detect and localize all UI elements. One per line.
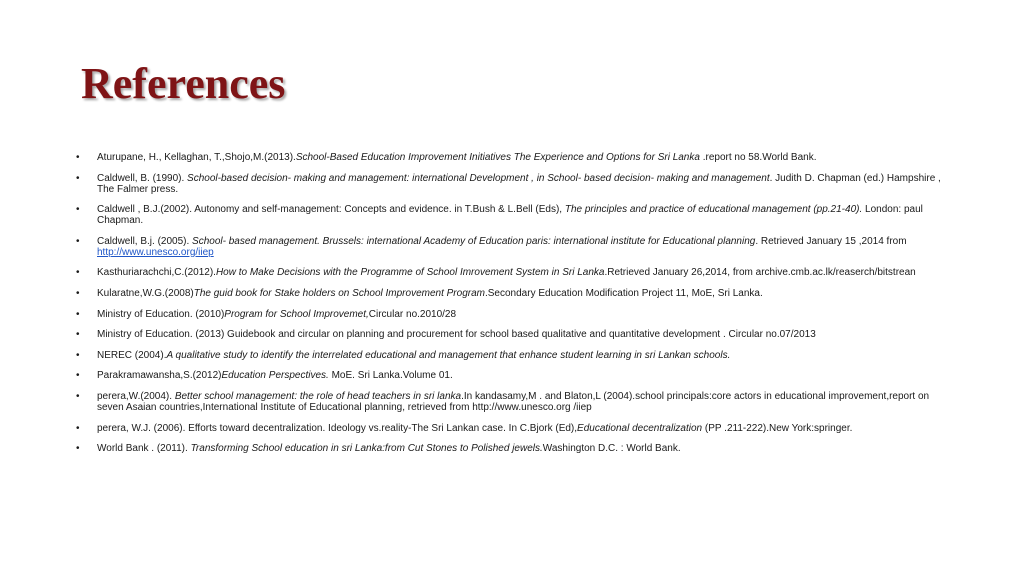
ref-text: (PP .211-222).New York:springer. (702, 422, 853, 434)
ref-italic: Educational decentralization (577, 422, 703, 434)
ref-text: NEREC (2004). (97, 349, 167, 361)
ref-text: Caldwell, B. (1990). (97, 172, 188, 184)
ref-text: Ministry of Education. (2013) Guidebook and circular on planning and procurement for school based qualitative and quantitative development . Circular no.07/2013 (97, 329, 816, 341)
ref-text: Washington D.C. : World Bank. (542, 443, 681, 455)
ref-italic: The principles and practice of educational management (pp.21-40). (564, 204, 863, 216)
reference-item (76, 370, 948, 381)
ref-italic: The guid book for Stake holders on School Improvement Program (193, 287, 485, 299)
ref-text: Caldwell , B.J.(2002). Autonomy and self-management: Concepts and evidence. in T.Bush & L.Bell (Eds), (97, 204, 565, 216)
ref-text: London: paul Chapman. (97, 204, 923, 227)
reference-item (76, 350, 948, 361)
ref-text: .In kandasamy,M . and Blaton,L (2004).school principals:core actors in educational improvement,report on seven Asaian countries,International Institute of Educational planning, retrieved from http://www.unesco.org /iiep (97, 390, 930, 413)
ref-italic: Education Perspectives. (221, 370, 329, 382)
ref-text: perera, W.J. (2006). Efforts toward decentralization. Ideology vs.reality-The Sri Lankan case. In C.Bjork (Ed), (97, 422, 578, 434)
ref-text: MoE. Sri Lanka.Volume 01. (328, 370, 453, 382)
ref-text: .report no 58.World Bank. (699, 152, 817, 163)
reference-item (76, 204, 948, 226)
ref-italic: Transforming School education in sri Lanka:from Cut Stones to Polished jewels. (190, 443, 543, 455)
reference-item (76, 391, 948, 413)
slide-title: References (81, 59, 286, 108)
ref-text: perera,W.(2004). (97, 390, 175, 402)
ref-text: . Retrieved January 15 ,2014 from (755, 235, 907, 247)
ref-italic: School- based management. Brussels: international Academy of Education paris: international institute for Educational planning (192, 235, 756, 247)
reference-item (76, 152, 948, 163)
ref-text: Aturupane, H., Kellaghan, T.,Shojo,M.(2013). (97, 152, 296, 163)
reference-item (76, 423, 948, 434)
reference-item (76, 288, 948, 299)
reference-item (76, 267, 948, 278)
ref-text: Kularatne,W.G.(2008) (97, 287, 194, 299)
ref-text: Caldwell, B.j. (2005). (97, 235, 193, 247)
ref-text: .Secondary Education Modification Project 11, MoE, Sri Lanka. (484, 287, 763, 299)
ref-text: Kasthuriarachchi,C.(2012). (97, 267, 216, 279)
reference-item (76, 236, 948, 258)
ref-italic: How to Make Decisions with the Programme of School Imrovement System in Sri Lanka (215, 267, 605, 279)
ref-italic: Better school management: the role of head teachers in sri lanka (174, 390, 462, 402)
reference-item (76, 173, 948, 195)
ref-text: . Judith D. Chapman (ed.) Hampshire , The Falmer press. (97, 172, 941, 195)
unesco-link[interactable]: http://www.unesco.org/iiep (97, 246, 214, 258)
reference-item (76, 329, 948, 340)
reference-list (76, 152, 948, 464)
reference-item (76, 309, 948, 320)
ref-italic: A qualitative study to identify the interrelated educational and management that enhance student learning in sri Lankan schools. (166, 349, 731, 361)
ref-text: Parakramawansha,S.(2012) (97, 370, 222, 382)
ref-italic: School-based decision- making and management: international Development , in School- based decision- making and management (187, 172, 770, 184)
reference-item (76, 443, 948, 454)
ref-text: .Retrieved January 26,2014, from archive.cmb.ac.lk/reaserch/bitstrean (604, 267, 916, 279)
ref-text: Circular no.2010/28 (368, 308, 457, 320)
ref-italic: Program for School Improvemet, (224, 308, 369, 320)
ref-text: Ministry of Education. (2010) (97, 308, 225, 320)
ref-italic: School-Based Education Improvement Initiatives The Experience and Options for Sri Lanka (295, 152, 700, 163)
ref-text: World Bank . (2011). (97, 443, 191, 455)
